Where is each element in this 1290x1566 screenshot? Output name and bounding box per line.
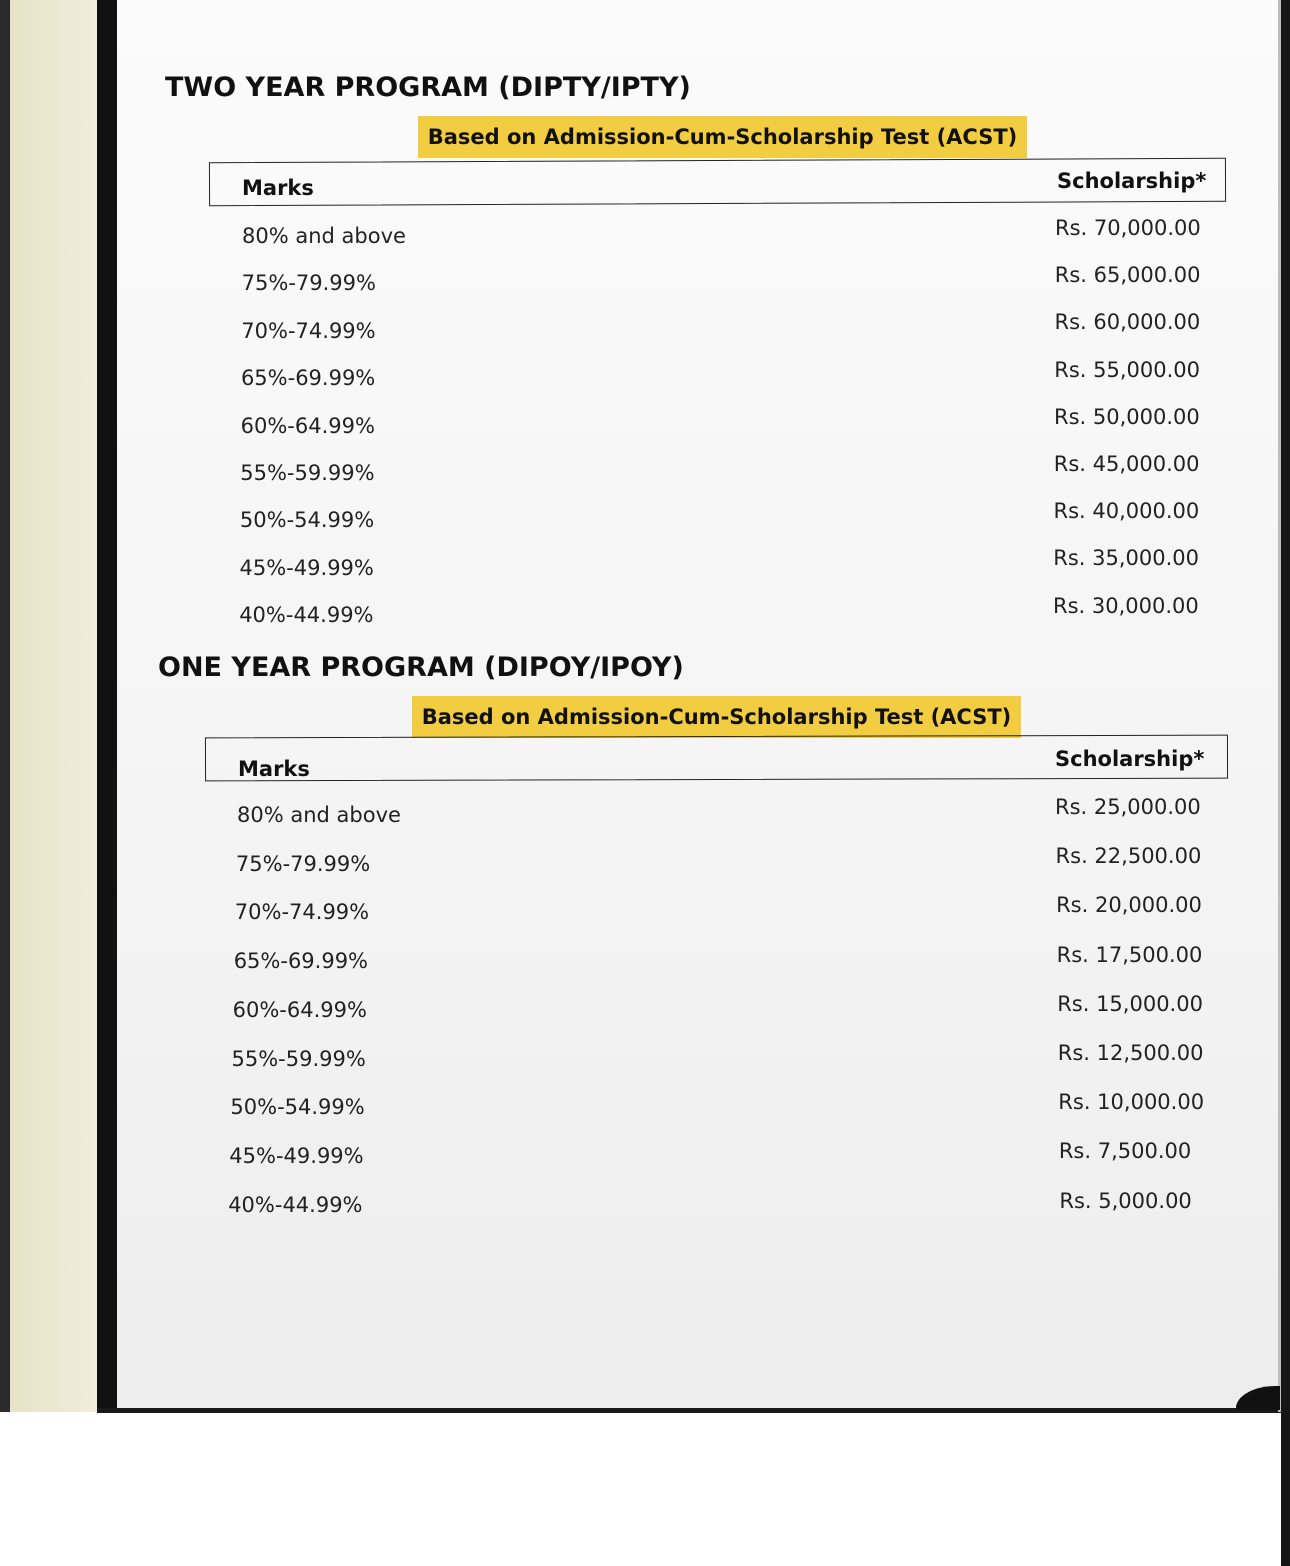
one-year-banner: Based on Admission-Cum-Scholarship Test (ACST) bbox=[412, 696, 1021, 738]
scholarship-amount-cell: Rs. 12,500.00 bbox=[1057, 1041, 1204, 1065]
scholarship-amount-cell: Rs. 40,000.00 bbox=[1053, 499, 1200, 524]
scholarship-amount-cell: Rs. 7,500.00 bbox=[1058, 1139, 1192, 1164]
two-year-banner: Based on Admission-Cum-Scholarship Test (ACST) bbox=[418, 116, 1027, 158]
scholarship-amount-cell: Rs. 45,000.00 bbox=[1053, 452, 1200, 476]
scholarship-amount-cell: Rs. 17,500.00 bbox=[1056, 942, 1203, 967]
marks-cell: 65%-69.99% bbox=[240, 366, 376, 391]
scholarship-amount-cell: Rs. 60,000.00 bbox=[1054, 310, 1201, 335]
scholarship-amount-cell: Rs. 35,000.00 bbox=[1053, 546, 1200, 571]
marks-cell: 45%-49.99% bbox=[239, 555, 374, 580]
blank-area bbox=[10, 1413, 1278, 1566]
marks-cell: 55%-59.99% bbox=[240, 461, 375, 485]
marks-cell: 70%-74.99% bbox=[241, 318, 376, 343]
photo-background-right bbox=[1281, 0, 1290, 1566]
two-year-title: TWO YEAR PROGRAM (DIPTY/IPTY) bbox=[165, 72, 691, 103]
scholarship-amount-cell: Rs. 25,000.00 bbox=[1055, 795, 1201, 819]
photo-background-left bbox=[0, 0, 10, 1412]
marks-cell: 45%-49.99% bbox=[229, 1143, 364, 1168]
marks-cell: 55%-59.99% bbox=[231, 1046, 366, 1071]
two-year-scholarship-header: Scholarship* bbox=[1057, 169, 1207, 193]
one-year-title: ONE YEAR PROGRAM (DIPOY/IPOY) bbox=[158, 652, 684, 683]
page-edge-bar bbox=[97, 0, 117, 1412]
scholarship-amount-cell: Rs. 70,000.00 bbox=[1055, 216, 1201, 240]
marks-cell: 40%-44.99% bbox=[228, 1192, 363, 1217]
scholarship-amount-cell: Rs. 65,000.00 bbox=[1054, 263, 1201, 288]
two-year-marks-header: Marks bbox=[242, 176, 314, 200]
one-year-marks-header: Marks bbox=[238, 757, 310, 781]
marks-cell: 65%-69.99% bbox=[233, 949, 369, 974]
scholarship-amount-cell: Rs. 50,000.00 bbox=[1054, 404, 1200, 429]
marks-cell: 60%-64.99% bbox=[232, 997, 367, 1022]
marks-cell: 50%-54.99% bbox=[230, 1095, 365, 1120]
scholarship-amount-cell: Rs. 10,000.00 bbox=[1058, 1090, 1205, 1115]
marks-cell: 40%-44.99% bbox=[239, 603, 374, 628]
marks-cell: 75%-79.99% bbox=[241, 271, 376, 296]
one-year-scholarship-header: Scholarship* bbox=[1055, 747, 1205, 771]
marks-cell: 80% and above bbox=[237, 803, 401, 827]
marks-cell: 70%-74.99% bbox=[234, 900, 370, 925]
marks-cell: 75%-79.99% bbox=[235, 851, 371, 876]
marks-cell: 80% and above bbox=[242, 224, 406, 248]
marks-cell: 50%-54.99% bbox=[239, 508, 375, 533]
scholarship-amount-cell: Rs. 30,000.00 bbox=[1053, 593, 1199, 618]
scholarship-amount-cell: Rs. 5,000.00 bbox=[1059, 1188, 1192, 1213]
marks-cell: 60%-64.99% bbox=[240, 413, 375, 438]
scholarship-amount-cell: Rs. 22,500.00 bbox=[1055, 844, 1202, 869]
scholarship-amount-cell: Rs. 20,000.00 bbox=[1056, 893, 1202, 918]
scholarship-amount-cell: Rs. 55,000.00 bbox=[1054, 357, 1201, 382]
scholarship-amount-cell: Rs. 15,000.00 bbox=[1057, 991, 1203, 1016]
